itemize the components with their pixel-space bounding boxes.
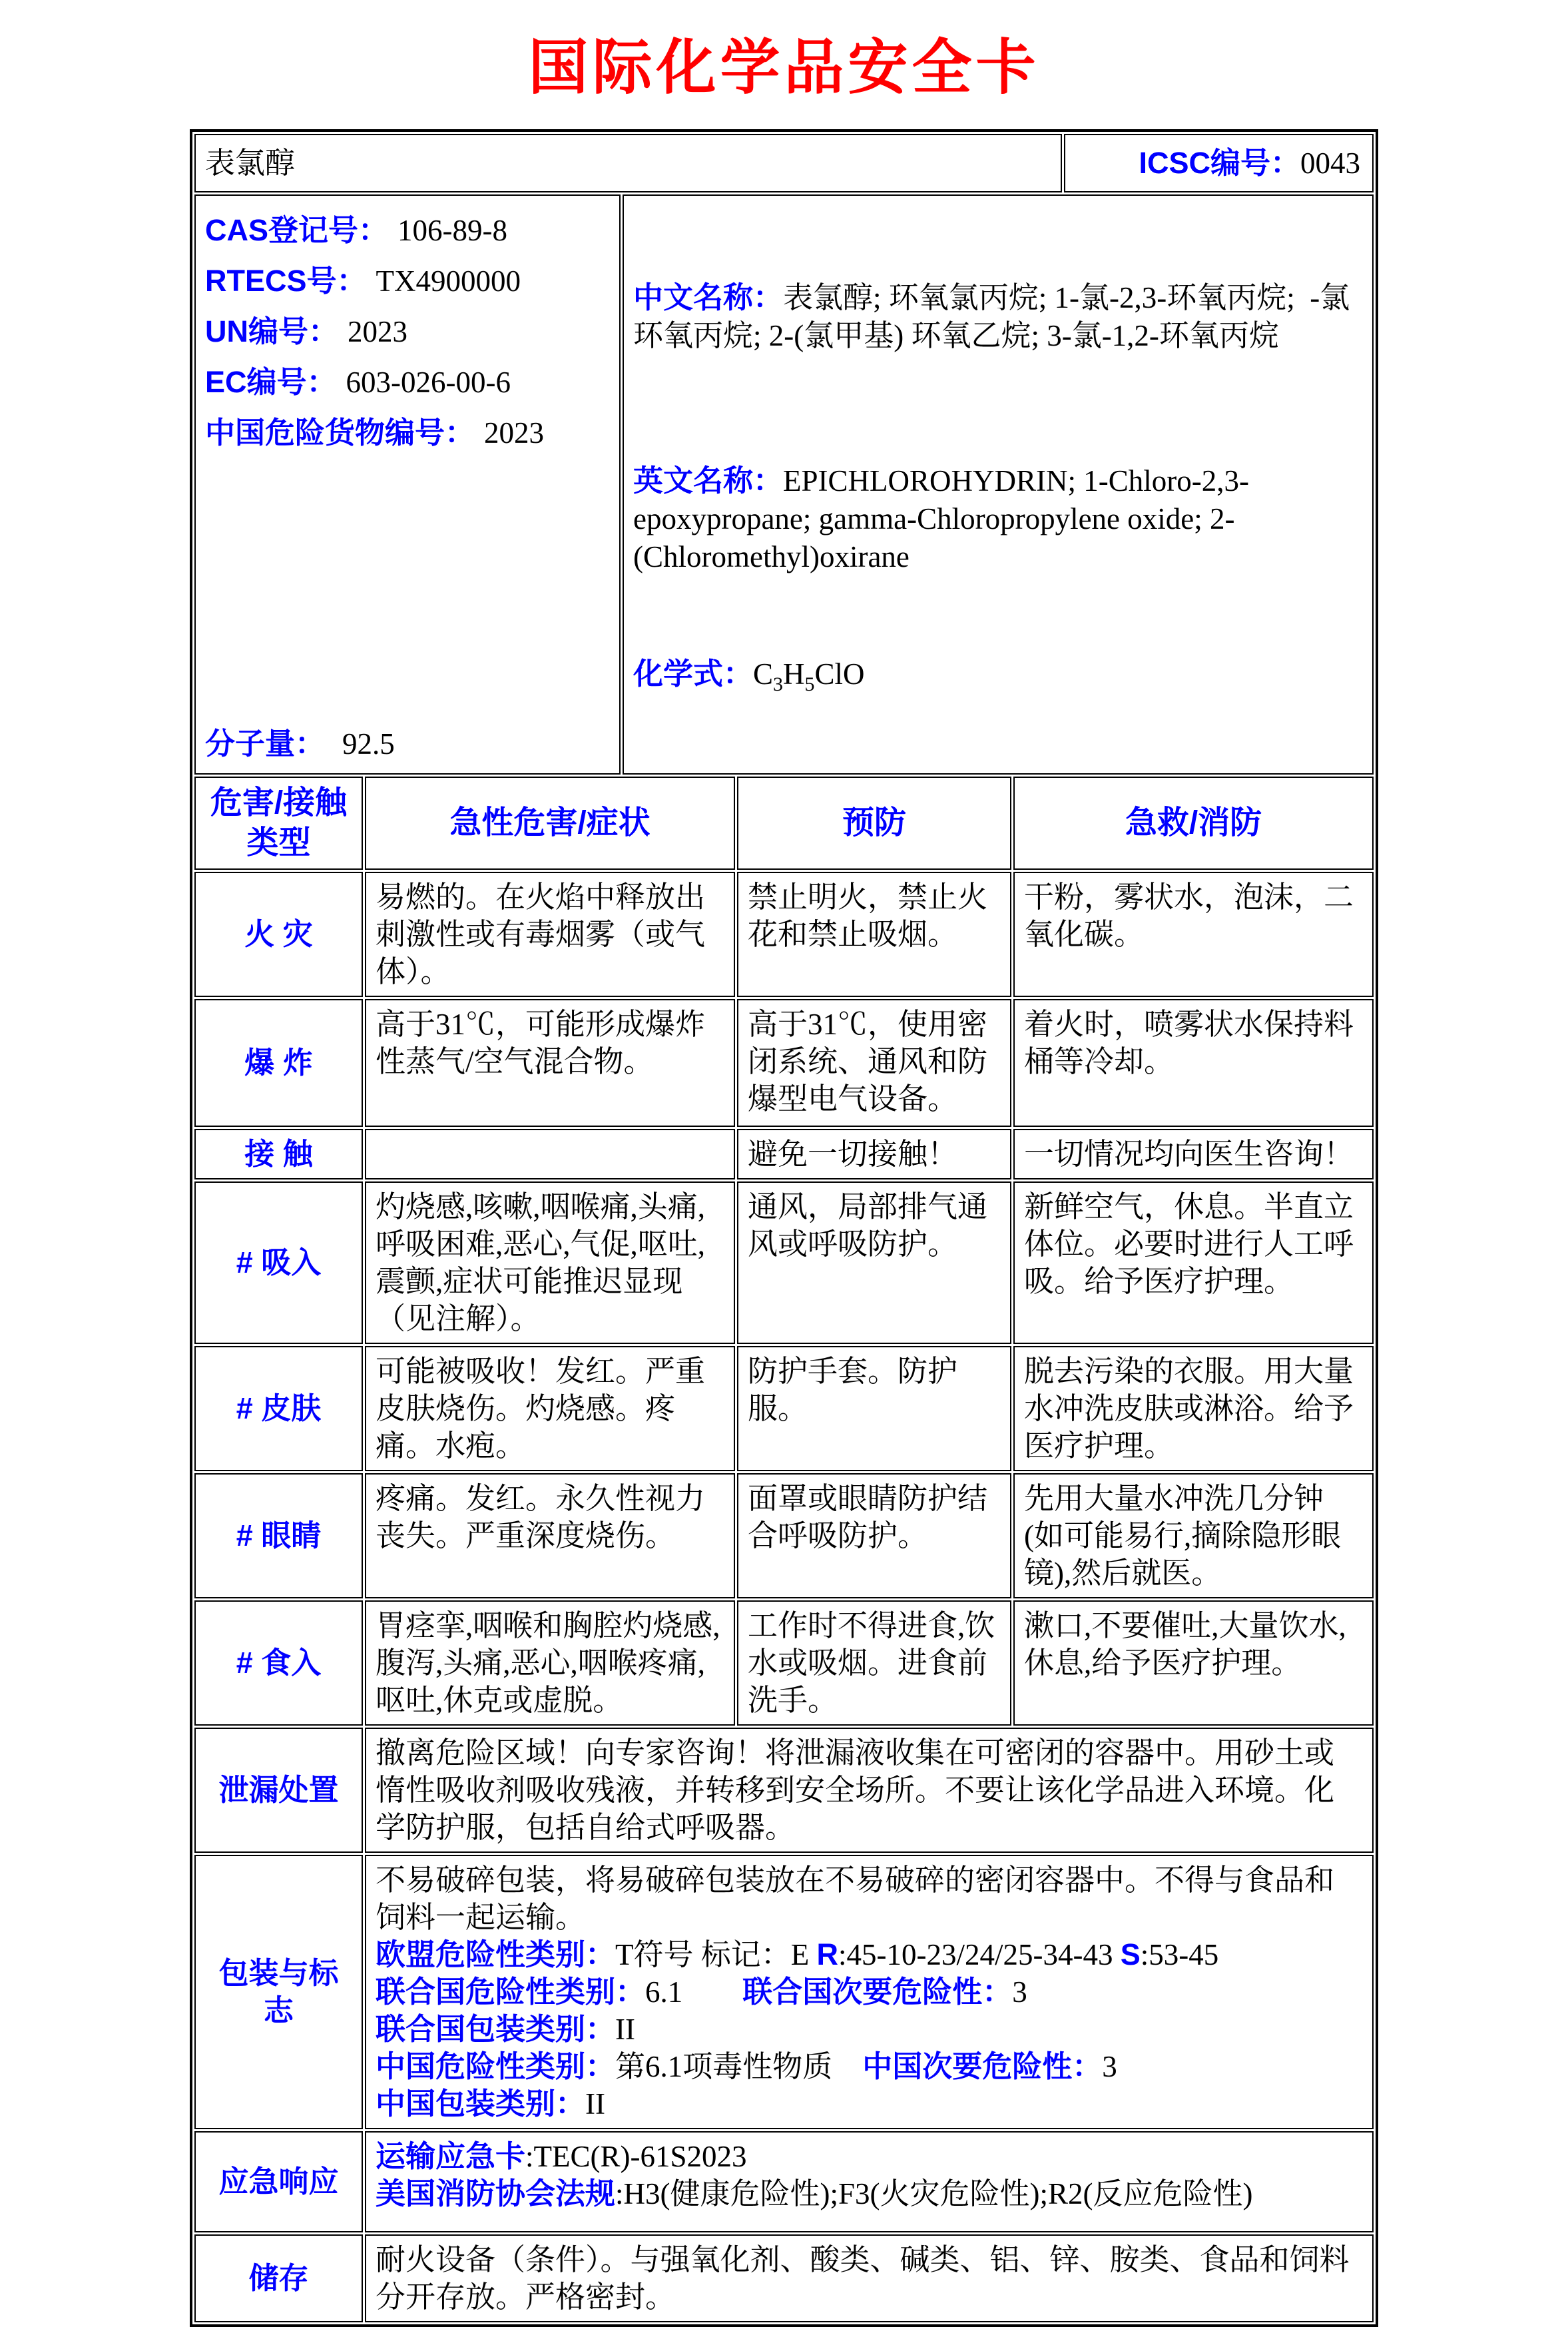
eyes-label: # 眼睛: [194, 1473, 363, 1598]
icsc-number-cell: [1064, 134, 1374, 192]
fire-prevention: 禁止明火，禁止火花和禁止吸烟。: [737, 872, 1011, 997]
inhalation-symptoms: 灼烧感,咳嗽,咽喉痛,头痛,呼吸困难,恶心,气促,呕吐,震颤,症状可能推迟显现（见注解）。: [365, 1181, 735, 1344]
icsc-label: ICSC编号：: [1139, 146, 1300, 180]
row-substance: [194, 134, 1374, 192]
inhalation-label: # 吸入: [194, 1181, 363, 1344]
eyes-symptoms: 疼痛。发红。永久性视力丧失。严重深度烧伤。: [365, 1473, 735, 1598]
substance-name-cell: [194, 134, 1062, 192]
cas-number-line: CAS登记号： 106-89-8: [205, 213, 507, 247]
hazard-header-row: [194, 777, 1374, 870]
skin-label: # 皮肤: [194, 1346, 363, 1471]
storage-label: 储存: [194, 2234, 363, 2322]
ec-number-line: EC编号： 603-026-00-6: [205, 365, 511, 399]
ingestion-symptoms: 胃痉挛,咽喉和胸腔灼烧感,腹泻,头痛,恶心,咽喉疼痛,呕吐,休克或虚脱。: [365, 1600, 735, 1726]
fire-response: 干粉，雾状水，泡沫，二氧化碳。: [1013, 872, 1374, 997]
safety-card-table: [190, 129, 1378, 2327]
explosion-prevention: 高于31℃，使用密闭系统、通风和防爆型电气设备。: [737, 999, 1011, 1127]
safety-card-page: [0, 19, 1568, 2314]
row-ingestion: [194, 1600, 1374, 1726]
page-title: 国际化学品安全卡: [528, 35, 1040, 101]
china-dg-number-line: 中国危险货物编号： 2023: [205, 416, 545, 450]
contact-symptoms: [365, 1129, 735, 1179]
spill-content: 撤离危险区域！向专家咨询！将泄漏液收集在可密闭的容器中。用砂土或惰性吸收剂吸收残液，并转移到安全场所。不要让该化学品进入环境。化学防护服，包括自给式呼吸器。: [365, 1728, 1374, 1853]
spill-label: 泄漏处置: [194, 1728, 363, 1853]
icsc-number: 0043: [1300, 147, 1360, 180]
emergency-content: 运输应急卡:TEC(R)-61S2023 美国消防协会法规:H3(健康危险性);F3(火灾危险性);R2(反应危险性): [365, 2131, 1374, 2232]
row-inhalation: [194, 1181, 1374, 1344]
row-skin: [194, 1346, 1374, 1471]
row-explosion: [194, 999, 1374, 1127]
packaging-label: 包装与标志: [194, 1855, 363, 2129]
row-spill: [194, 1728, 1374, 1853]
ingestion-response: 漱口,不要催吐,大量饮水,休息,给予医疗护理。: [1013, 1600, 1374, 1726]
names-cell: [623, 194, 1374, 775]
inhalation-prevention: 通风，局部排气通风或呼吸防护。: [737, 1181, 1011, 1344]
row-identification: [194, 194, 1374, 775]
rtecs-number-line: RTECS号： TX4900000: [205, 264, 521, 298]
row-emergency: [194, 2131, 1374, 2232]
row-contact: [194, 1129, 1374, 1179]
packaging-content: 不易破碎包装，将易破碎包装放在不易破碎的密闭容器中。不得与食品和饲料一起运输。 欧盟危险性类别：T符号 标记：E R:45-10-23/24/25-34-43 S:53-45 联合国危险性类别：6.1 联合国次要危险性：3 联合国包装类别：II 中国危险性类别：第6.1项毒性物质 中国次要危险性：3 中国包装类别：II: [365, 1855, 1374, 2129]
ingestion-label: # 食入: [194, 1600, 363, 1726]
row-packaging: [194, 1855, 1374, 2129]
header-symptoms: 急性危害/症状: [365, 777, 735, 870]
row-storage: [194, 2234, 1374, 2322]
header-hazard-type: 危害/接触 类型: [194, 777, 363, 870]
ingestion-prevention: 工作时不得进食,饮水或吸烟。进食前洗手。: [737, 1600, 1011, 1726]
row-eyes: [194, 1473, 1374, 1598]
header-prevention: 预防: [737, 777, 1011, 870]
row-fire: [194, 872, 1374, 997]
english-name: 英文名称：EPICHLOROHYDRIN; 1-Chloro-2,3-epoxypropane; gamma-Chloropropylene oxide; 2-(Chloromethyl)oxirane: [633, 464, 1249, 573]
explosion-response: 着火时，喷雾状水保持料桶等冷却。: [1013, 999, 1374, 1127]
explosion-label: 爆 炸: [194, 999, 363, 1127]
contact-prevention: 避免一切接触！: [737, 1129, 1011, 1179]
eyes-response: 先用大量水冲洗几分钟(如可能易行,摘除隐形眼镜),然后就医。: [1013, 1473, 1374, 1598]
emergency-label: 应急响应: [194, 2131, 363, 2232]
fire-symptoms: 易燃的。在火焰中释放出刺激性或有毒烟雾（或气体）。: [365, 872, 735, 997]
inhalation-response: 新鲜空气，休息。半直立体位。必要时进行人工呼吸。给予医疗护理。: [1013, 1181, 1374, 1344]
header-response: 急救/消防: [1013, 777, 1374, 870]
molecular-weight-line: 分子量： 92.5: [205, 727, 395, 761]
skin-response: 脱去污染的衣服。用大量水冲洗皮肤或淋浴。给予医疗护理。: [1013, 1346, 1374, 1471]
contact-response: 一切情况均向医生咨询！: [1013, 1129, 1374, 1179]
explosion-symptoms: 高于31℃，可能形成爆炸性蒸气/空气混合物。: [365, 999, 735, 1127]
substance-name: 表氯醇: [205, 147, 296, 180]
storage-content: 耐火设备（条件）。与强氧化剂、酸类、碱类、铝、锌、胺类、食品和饲料分开存放。严格密封。: [365, 2234, 1374, 2322]
identifiers-cell: [194, 194, 621, 775]
skin-prevention: 防护手套。防护服。: [737, 1346, 1011, 1471]
skin-symptoms: 可能被吸收！发红。严重皮肤烧伤。灼烧感。疼痛。水疱。: [365, 1346, 735, 1471]
un-number-line: UN编号： 2023: [205, 314, 407, 348]
contact-label: 接 触: [194, 1129, 363, 1179]
fire-label: 火 灾: [194, 872, 363, 997]
eyes-prevention: 面罩或眼睛防护结合呼吸防护。: [737, 1473, 1011, 1598]
chemical-formula: 化学式：$C_3H_5ClO$: [633, 657, 865, 695]
chinese-name: 中文名称：表氯醇; 环氧氯丙烷; 1-氯-2,3-环氧丙烷; -氯环氧丙烷; 2-(氯甲基) 环氧乙烷; 3-氯-1,2-环氧丙烷: [633, 280, 1350, 352]
